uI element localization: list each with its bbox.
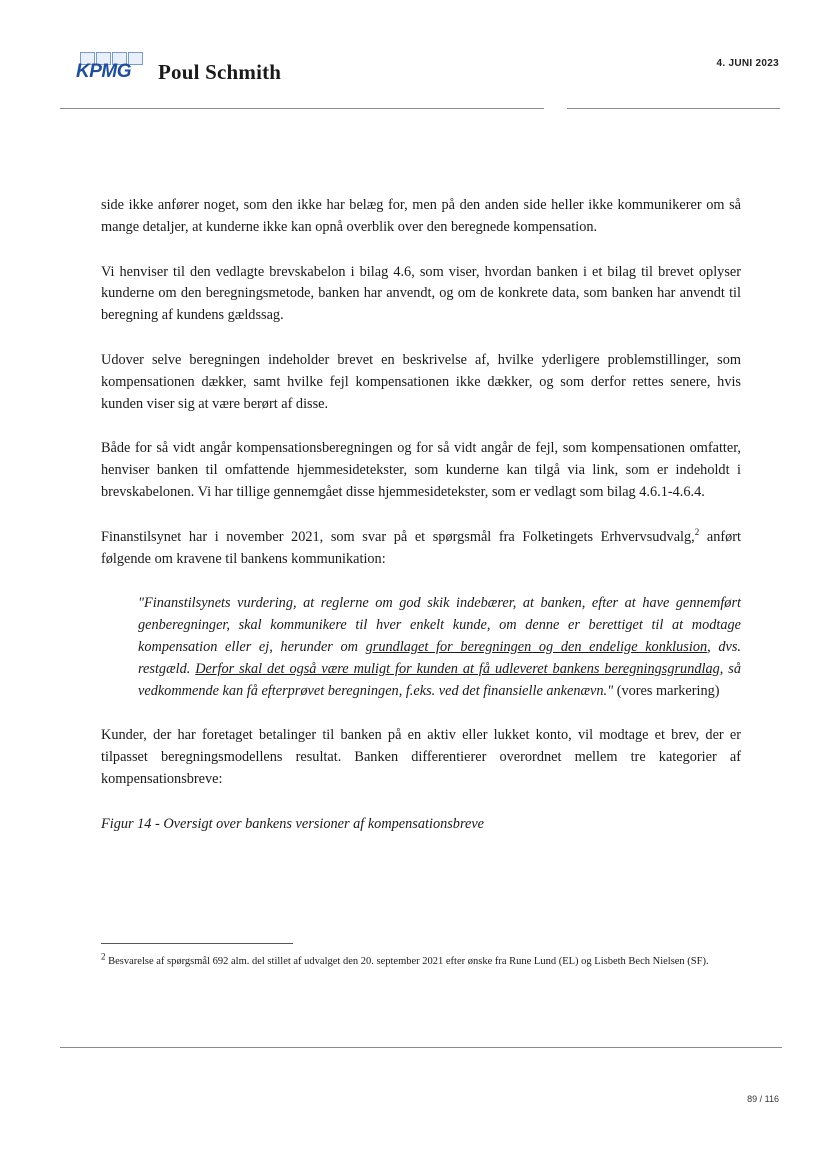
paragraph-5-text: Finanstilsynet har i november 2021, som svar på et spørgsmål fra Folketingets Erhvervsudvalg, bbox=[101, 528, 695, 545]
block-quote bbox=[138, 593, 741, 702]
page-number: 89 / 116 bbox=[747, 1094, 779, 1104]
quote-part-c: , så vedkommende kan få efterprøvet beregningen, f.eks. ved det finansielle ankenævn." bbox=[138, 660, 741, 699]
paragraph-2: Vi henviser til den vedlagte brevskabelon i bilag 4.6, som viser, hvordan banken i et bilag til brevet oplyser kunderne om den beregningsmetode, banken har anvendt, og om de konkrete data, som banken har anvendt til beregning af kundens gældssag. bbox=[101, 263, 741, 324]
header-divider-left bbox=[60, 108, 544, 109]
paragraph-5 bbox=[101, 527, 741, 571]
footnote-divider bbox=[101, 943, 293, 944]
footer-divider bbox=[60, 1047, 782, 1048]
quote-underlined-2: Derfor skal det også være muligt for kunden at få udleveret bankens beregningsgrundlag bbox=[195, 660, 720, 677]
document-date: 4. JUNI 2023 bbox=[716, 58, 779, 69]
figure-caption: Figur 14 - Oversigt over bankens versioner af kompensationsbreve bbox=[101, 815, 485, 832]
quote-part-b: , dvs. restgæld. bbox=[138, 638, 741, 677]
page-header bbox=[0, 0, 827, 120]
quote-note: (vores markering) bbox=[613, 682, 720, 699]
paragraph-3: Udover selve beregningen indeholder brevet en beskrivelse af, hvilke yderligere problemstillinger, som kompensationen dækker, samt hvilke fejl kompensationen ikke dækker, og som derfor rettes senere, hvis kunden viser sig at være berørt af disse. bbox=[101, 351, 741, 412]
firm-name: Poul Schmith bbox=[158, 60, 282, 84]
paragraph-1: side ikke anfører noget, som den ikke har belæg for, men på den anden side heller ikke kommunikerer om så mange detaljer, at kunderne ikke kan opnå overblik over den beregnede kompensation. bbox=[101, 197, 741, 235]
footnote-text: Besvarelse af spørgsmål 692 alm. del stillet af udvalget den 20. september 2021 efter ønske fra Rune Lund (EL) og Lisbeth Bech Nielsen (SF). bbox=[105, 956, 709, 967]
kpmg-logo bbox=[76, 52, 140, 86]
document-body bbox=[101, 195, 741, 859]
quote-underlined-1: grundlaget for beregningen og den endelige konklusion bbox=[365, 638, 708, 655]
footnote bbox=[101, 953, 743, 971]
footnote-number: 2 bbox=[101, 951, 106, 962]
header-divider-right bbox=[567, 108, 780, 109]
footnote-reference[interactable]: 2 bbox=[694, 527, 700, 537]
paragraph-6: Kunder, der har foretaget betalinger til banken på en aktiv eller lukket konto, vil modtage et brev, der er tilpasset beregningsmodellens resultat. Banken differentierer overordnet mellem tre kategorier af kompensationsbreve: bbox=[101, 727, 741, 787]
logo-text: KPMG bbox=[76, 61, 131, 82]
paragraph-5-tail: anført følgende om kravene til bankens kommunikation: bbox=[101, 528, 741, 567]
paragraph-4: Både for så vidt angår kompensationsberegningen og for så vidt angår de fejl, som kompensationen omfatter, henviser banken til omfattende hjemmesidetekster, som kunderne kan tilgå via link, som er indeholdt i brevskabelonen. Vi har tillige gennemgået disse hjemmesidetekster, som er vedlagt som bilag 4.6.1-4.6.4. bbox=[101, 440, 741, 500]
quote-part-a: "Finanstilsynets vurdering, at reglerne om god skik indebærer, at banken, efter at have gennemført genberegninger, skal kommunikere til hver enkelt kunde, om denne er berettiget til at modtage kompensation eller ej, herunder om bbox=[138, 595, 741, 655]
